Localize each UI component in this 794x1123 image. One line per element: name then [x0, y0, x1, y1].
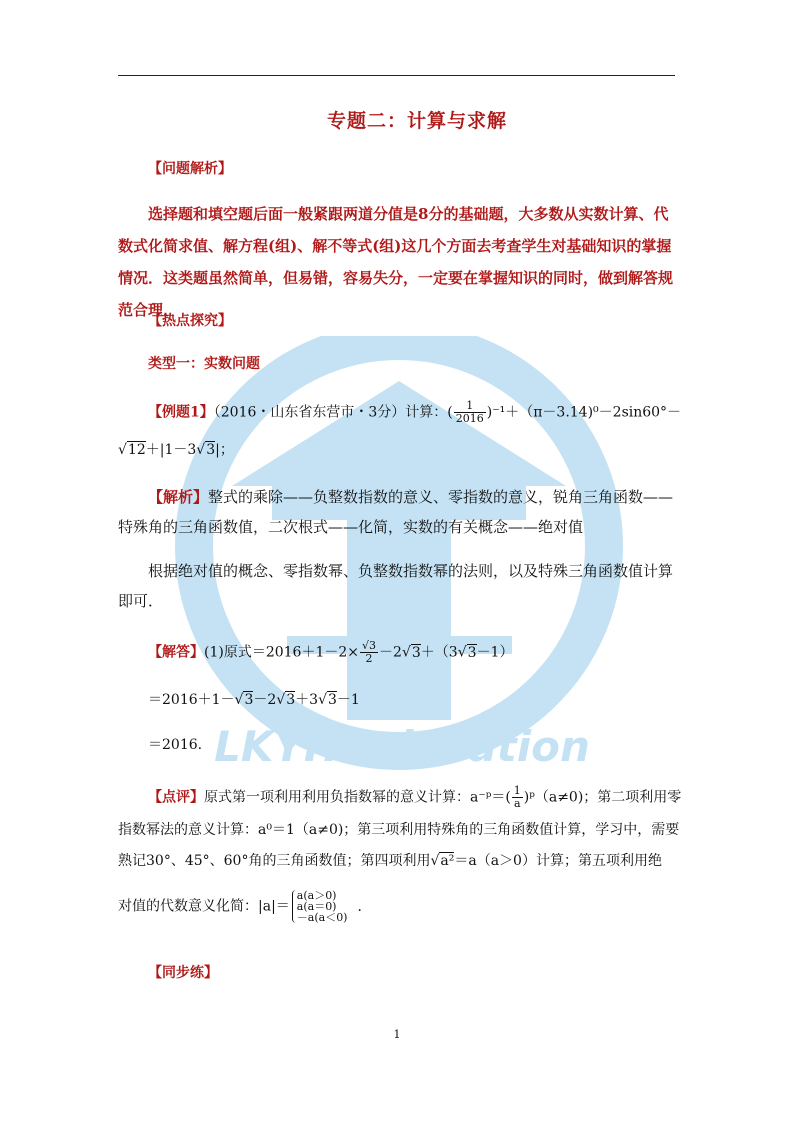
- example1-label: 【例题1】: [148, 404, 214, 421]
- comment-label: 【点评】: [148, 789, 204, 806]
- solution-line2: ＝2016＋1－√3－2√3＋3√3－1: [148, 692, 360, 708]
- comment-line3-b: ＝a（a＞0）计算；第五项利用绝: [454, 853, 662, 869]
- piecewise-cases: [292, 890, 348, 923]
- fraction-denominator: a: [514, 797, 521, 810]
- comment-line2: 指数幂法的意义计算：a⁰＝1（a≠0)；第三项利用特殊角的三角函数值计算，学习中，需要: [118, 822, 680, 838]
- sqrt-12: 12: [127, 442, 146, 458]
- fraction-numerator: 1: [513, 784, 521, 797]
- page-number: 1: [393, 1028, 401, 1041]
- example1-line2: √12＋|1－3√3|；: [118, 442, 234, 458]
- solution-line2-d: －1: [336, 692, 360, 708]
- sqrt-3: 3: [286, 692, 296, 708]
- solution-line2-c: ＋3: [295, 692, 319, 708]
- page-title: [0, 106, 794, 133]
- hot-topic-heading: 【热点探究】: [148, 313, 232, 329]
- analysis-label: 【解析】: [148, 488, 209, 506]
- solution-part-b: －2: [379, 644, 402, 661]
- example1-abs-part: ＋|1－3: [145, 442, 197, 458]
- fraction-denominator: 2: [365, 652, 373, 665]
- analysis-text: 整式的乘除——负整数指数的意义、零指数的意义，锐角三角函数——特殊角的三角函数值，二次根式——化简，实数的有关概念——绝对值: [118, 488, 674, 536]
- example1-end: |；: [215, 442, 234, 458]
- title-prefix: 专题二：: [326, 110, 407, 132]
- comment-line3: 熟记30°、45°、60°角的三角函数值；第四项利用√a²＝a（a＞0）计算；第五项利用绝: [118, 853, 662, 869]
- example1-line1: [148, 400, 681, 425]
- header-rule: [118, 75, 675, 76]
- type1-heading: 类型一：实数问题: [148, 356, 260, 372]
- sqrt-3: 3: [411, 644, 421, 661]
- comment-line4-end: ．: [357, 898, 372, 915]
- fraction-numerator: 1: [454, 400, 486, 413]
- comment-line1: [148, 785, 681, 810]
- example1-expression: )⁻¹＋（π－3.14)⁰－2sin60°－: [486, 404, 682, 421]
- title-main: 计算与求解: [407, 110, 508, 132]
- analysis-method: 根据绝对值的概念、零指数幂、负整数指数幂的法则，以及特殊三角函数值计算即可．: [118, 562, 674, 610]
- solution-line1: 【解答】(1)原式＝2016＋1－2× $\frac{√3}{2}$ －2√3＋（3√3－1）: [148, 639, 514, 665]
- example1-source: （2016・山东省东营市・3分）计算：(: [213, 404, 453, 421]
- case-negative: －a(a＜0): [296, 911, 348, 924]
- solution-line2-a: ＝2016＋1－: [148, 692, 235, 708]
- solution-label: 【解答】: [148, 644, 204, 661]
- comment-fraction: [512, 785, 523, 810]
- solution-part-c: ＋（3: [420, 644, 458, 661]
- comment-line4-a: 对值的代数意义化简：|a|＝: [118, 898, 290, 915]
- case-positive: a(a＞0): [296, 889, 337, 902]
- solution-fraction: [360, 640, 378, 665]
- comment-line1-a: 原式第一项利用利用负指数幂的意义计算：a⁻ᵖ＝(: [204, 789, 511, 806]
- solution-line2-b: －2: [253, 692, 277, 708]
- analysis-paragraph: 选择题和填空题后面一般紧跟两道分值是8分的基础题，大多数从实数计算、代数式化简求值、解方程(组)、解不等式(组)这几个方面去考查学生对基础知识的掌握情况．这类题虽然简单，但易错，容易失分，一定要在掌握知识的同时，做到解答规范合理．: [118, 205, 674, 319]
- watermark-text: LKYH.education: [214, 722, 590, 771]
- solution-part-d: －1）: [476, 644, 514, 661]
- solution-part-a: (1)原式＝2016＋1－2×: [204, 644, 360, 661]
- comment-line1-b: )ᵖ（a≠0)；第二项利用零: [523, 789, 682, 806]
- comment-line3-a: 熟记30°、45°、60°角的三角函数值；第四项利用: [118, 853, 431, 869]
- analysis-block: [118, 482, 675, 542]
- sqrt-3: 3: [206, 442, 216, 458]
- comment-line4: [118, 890, 371, 923]
- practice-heading: 【同步练】: [148, 965, 218, 981]
- sqrt-3: 3: [244, 692, 254, 708]
- fraction-denominator: 2016: [455, 412, 484, 425]
- example1-fraction: [454, 400, 486, 425]
- solution-line3: ＝2016.: [148, 737, 203, 753]
- case-zero: a(a＝0): [296, 900, 337, 913]
- sqrt-a-squared: a²: [440, 853, 455, 869]
- analysis-heading: 【问题解析】: [148, 161, 232, 177]
- sqrt-3: 3: [328, 692, 337, 708]
- sqrt-3: 3: [467, 644, 477, 661]
- fraction-numerator: √3: [362, 639, 377, 652]
